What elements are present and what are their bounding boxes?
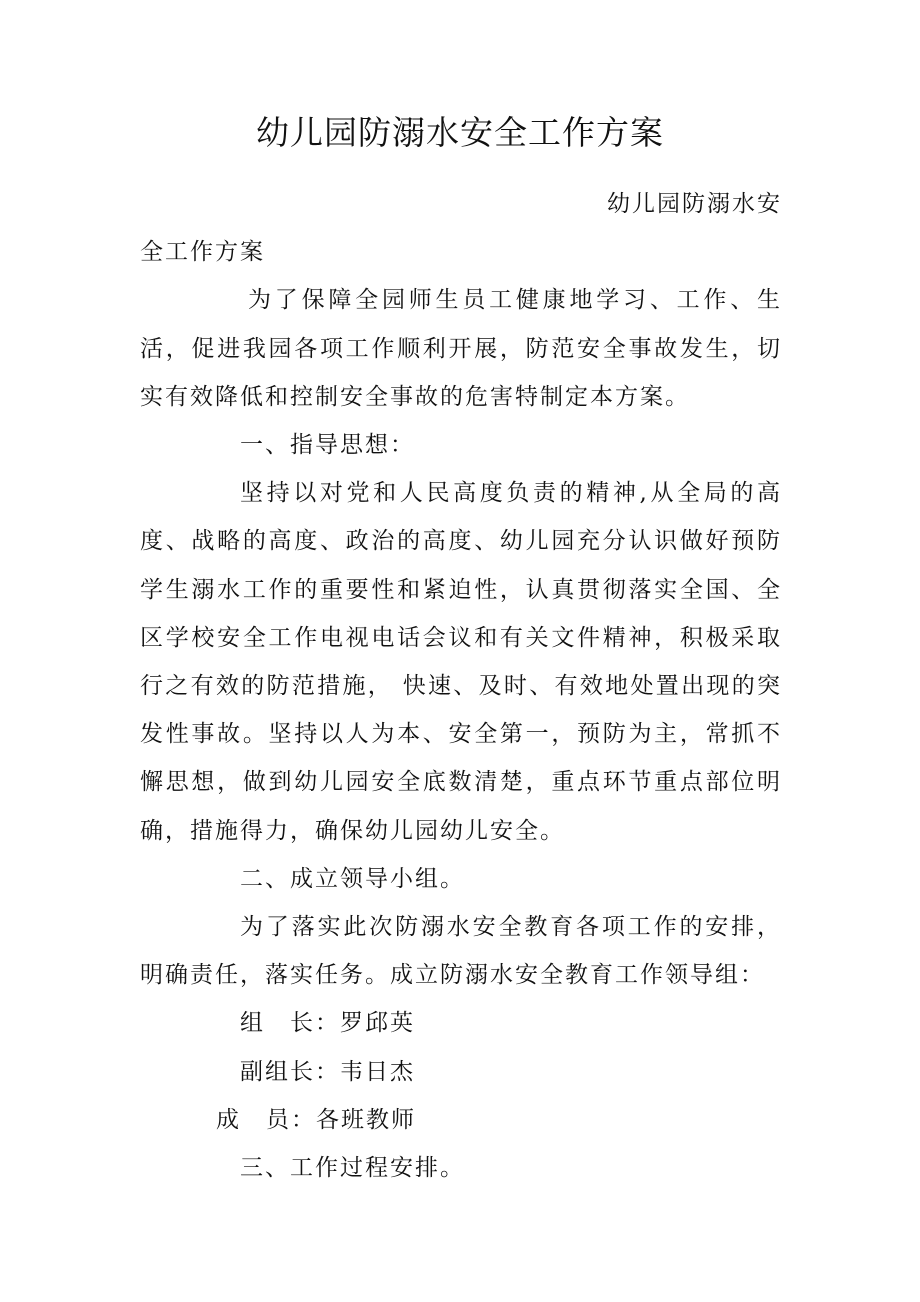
leader-line: 组 长：罗邱英 [240, 1010, 415, 1037]
section1-heading: 一、指导思想： [240, 432, 415, 459]
vice-leader-line: 副组长：韦日杰 [240, 1058, 415, 1085]
section3-heading: 三、工作过程安排。 [240, 1155, 465, 1182]
subtitle-continuation: 全工作方案 [140, 239, 265, 266]
subtitle-right: 幼儿园防溺水安 [607, 191, 782, 217]
members-line: 成 员：各班教师 [216, 1106, 416, 1133]
section1-paragraph: 坚持以对党和人民高度负责的精神,从全局的高度、战略的高度、政治的高度、幼儿园充分认识做好预防学生溺水工作的重要性和紧迫性，认真贯彻落实全国、全区学校安全工作电视电话会议和有关文件精神，积极采取行之有效的防范措施， 快速、及时、有效地处置出现的突发性事故。坚持以人为本、安全第一，预防为主，常抓不懈思想，做到幼儿园安全底数清楚，重点环节重点部位明确，措施得力，确保幼儿园幼儿安全。 [140, 480, 782, 844]
intro-paragraph: 为了保障全园师生员工健康地学习、工作、生活，促进我园各项工作顺利开展，防范安全事故发生，切实有效降低和控制安全事故的危害特制定本方案。 [140, 287, 782, 410]
section2-heading: 二、成立领导小组。 [240, 865, 465, 892]
document-title: 幼儿园防溺水安全工作方案 [256, 113, 664, 152]
document-body [140, 180, 782, 1192]
section2-paragraph: 为了落实此次防溺水安全教育各项工作的安排，明确责任，落实任务。成立防溺水安全教育工作领导组： [140, 914, 782, 989]
